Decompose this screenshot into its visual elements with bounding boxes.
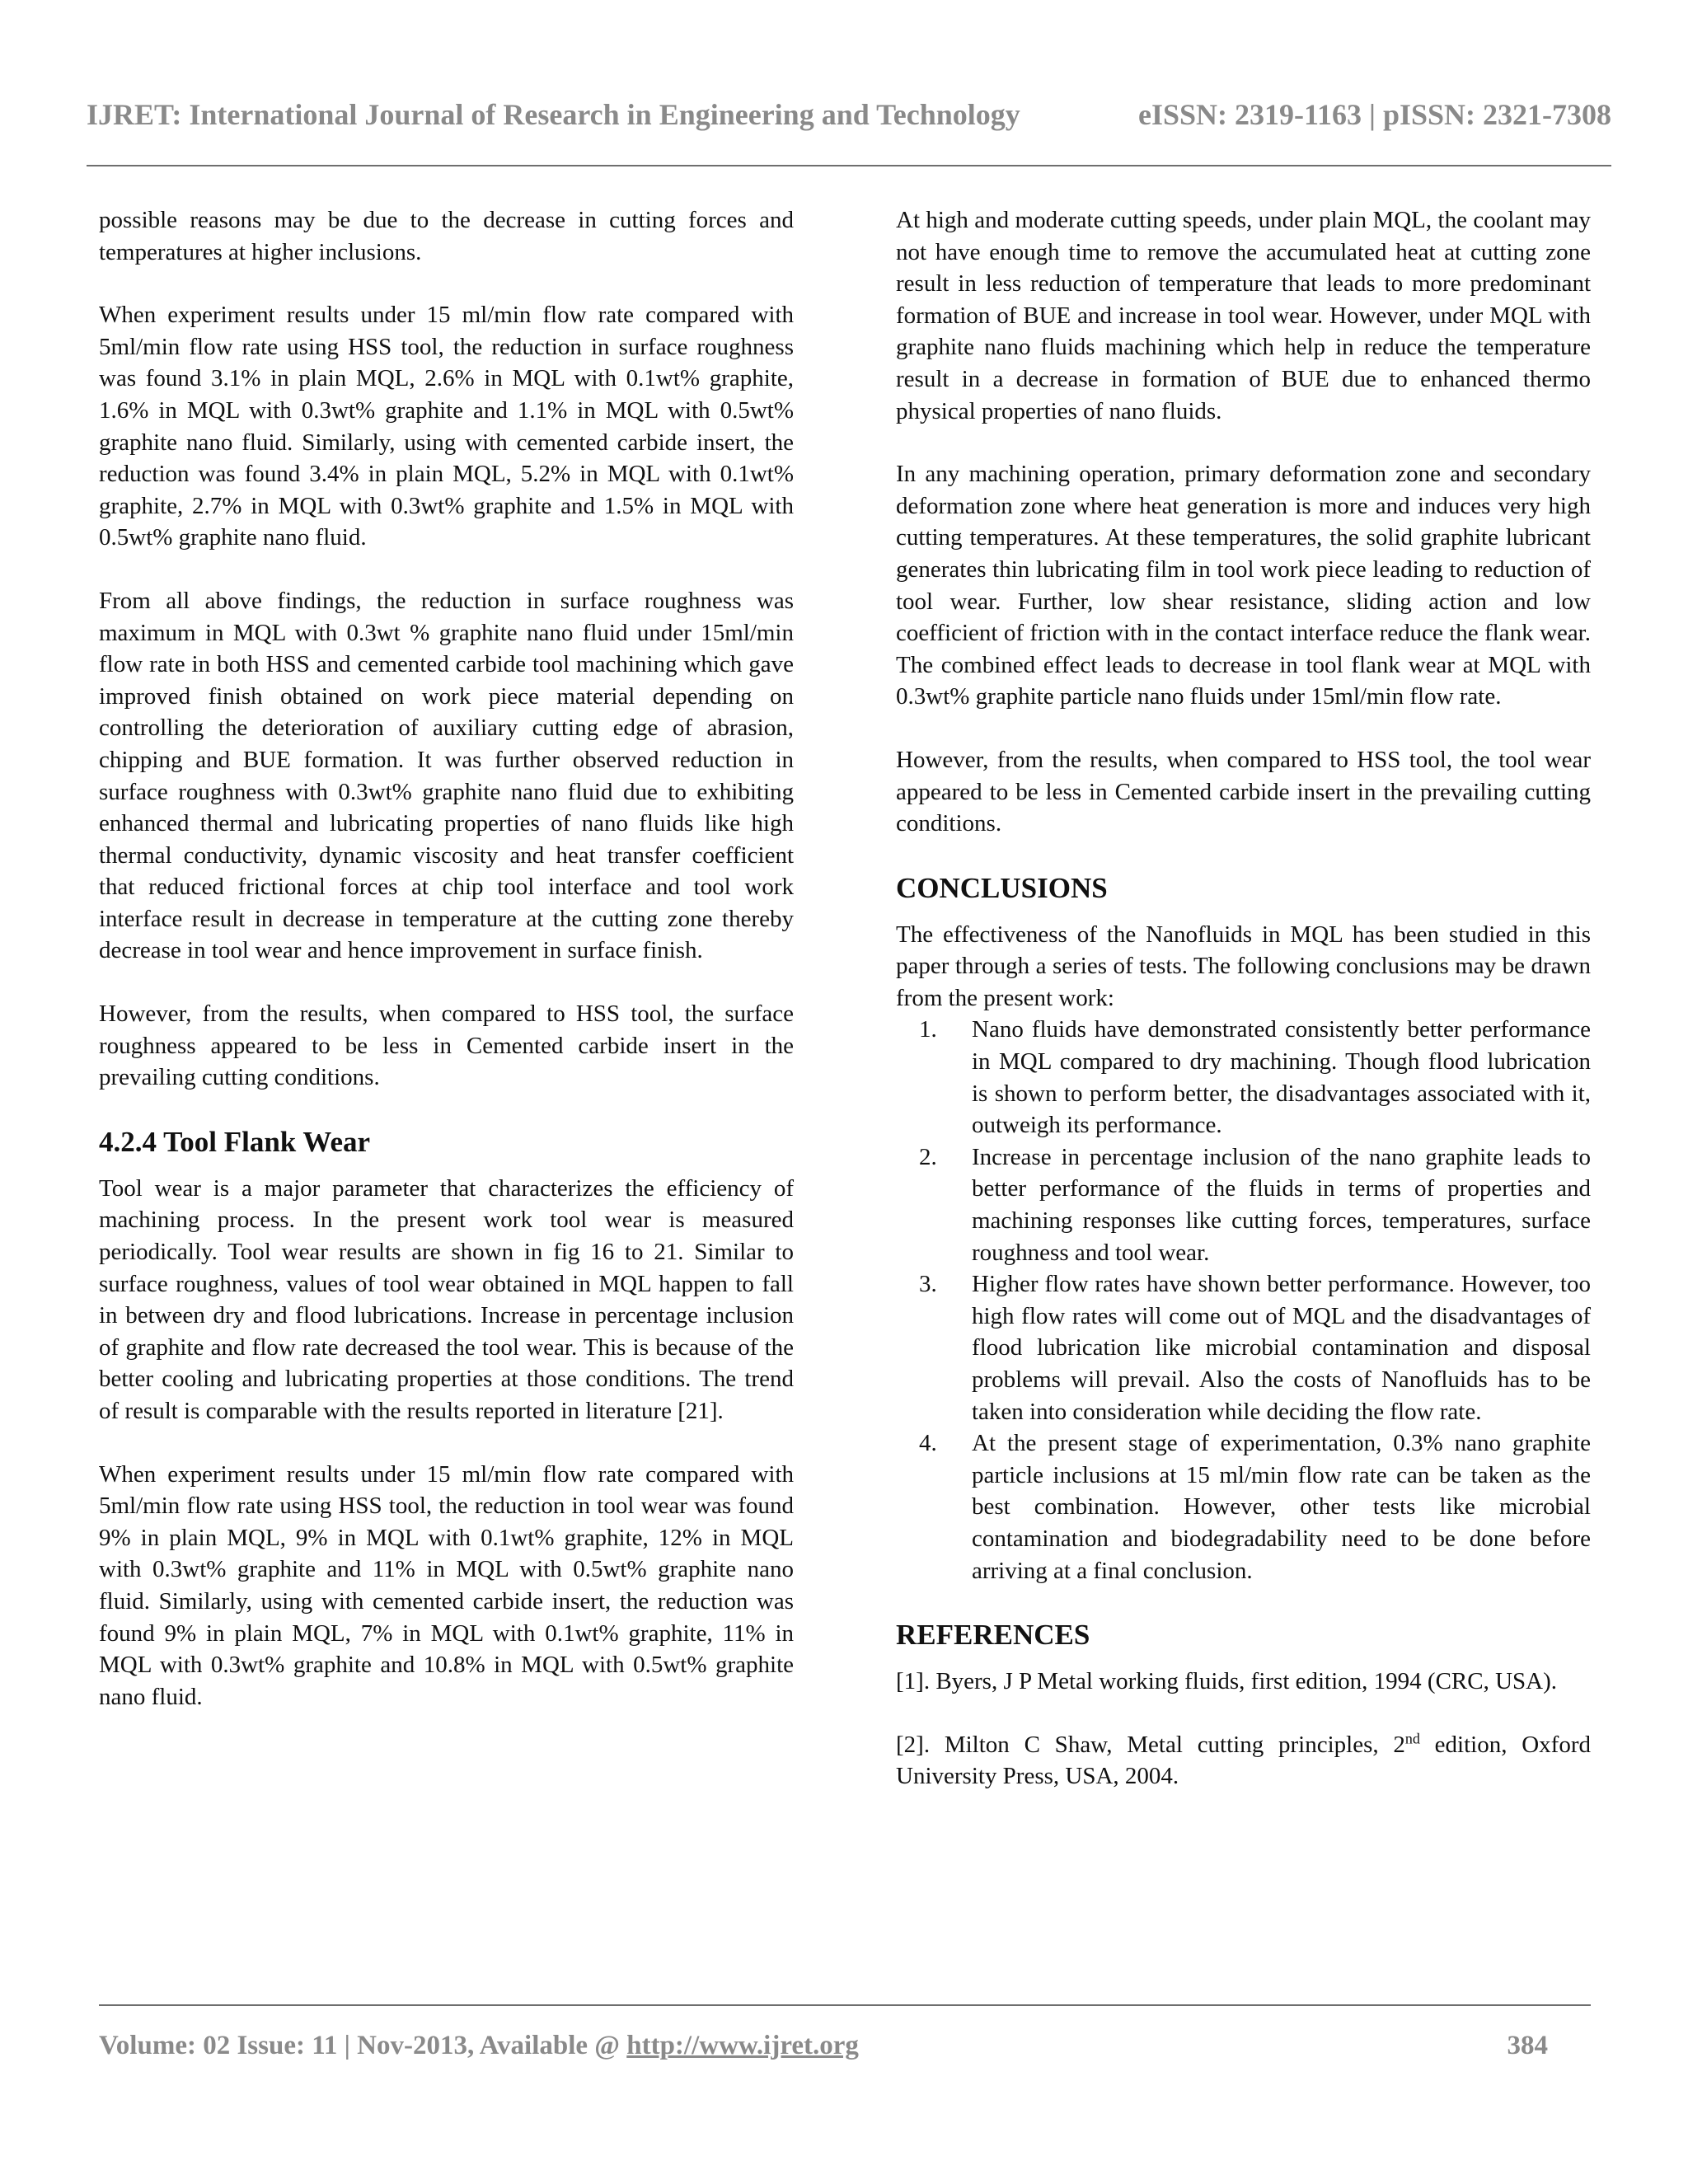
issn-info: eISSN: 2319-1163 | pISSN: 2321-7308 — [1138, 98, 1611, 131]
list-item — [896, 1268, 1591, 1427]
paragraph: At high and moderate cutting speeds, under plain MQL, the coolant may not have enough time to remove the accumulated heat at cutting zone result in less reduction of temperature that leads to more predominant formation of BUE and increase in tool wear. However, under MQL with graphite nano fluids machining which help in reduce the temperature result in a decrease in formation of BUE due to enhanced thermo physical properties of nano fluids. — [896, 207, 1591, 424]
list-number: 3. — [919, 1271, 937, 1298]
reference-2-superscript: nd — [1404, 1730, 1420, 1747]
running-header — [87, 97, 1611, 132]
journal-title: IJRET: International Journal of Research in Engineering and Technology — [87, 98, 1020, 131]
list-number: 1. — [919, 1016, 937, 1043]
paragraph: However, from the results, when compared to HSS tool, the tool wear appeared to be less in Cemented carbide insert in the prevailing cutting conditions. — [896, 746, 1591, 837]
reference-2 — [896, 1729, 1591, 1793]
list-item — [896, 1014, 1591, 1141]
right-column — [896, 204, 1591, 1824]
list-item-text: At the present stage of experimentation, 0.3% nano graphite particle inclusions at 15 ml/min flow rate can be taken as the best combination. However, other tests like microbial contamination and biodegradability need to be done before arriving at a final conclusion. — [972, 1430, 1591, 1584]
list-number: 2. — [919, 1143, 937, 1170]
list-item-text: Higher flow rates have shown better performance. However, too high flow rates will come out of MQL and the disadvantages of flood lubrication like microbial contamination and disposal problems will prevail. Also the costs of Nanofluids has to be taken into consideration while deciding the flow rate. — [972, 1271, 1591, 1425]
conclusions-list — [896, 1014, 1591, 1586]
footer-divider — [99, 2004, 1591, 2006]
paragraph: From all above findings, the reduction in surface roughness was maximum in MQL with 0.3wt % graphite nano fluid under 15ml/min flow rate in both HSS and cemented carbide tool machining which gave improved finish obtained on work piece material depending on controlling the deterioration of auxiliary cutting edge of abrasion, chipping and BUE formation. It was further observed reduction in surface roughness with 0.3wt% graphite nano fluid due to exhibiting enhanced thermal and lubricating properties of nano fluids like high thermal conductivity, dynamic viscosity and heat transfer coefficient that reduced frictional forces at chip tool interface and tool work interface result in decrease in temperature at the cutting zone thereby decrease in tool wear and hence improvement in surface finish. — [99, 587, 794, 964]
reference-2-text-end: edition, Oxford University Press, USA, 2004. — [896, 1731, 1591, 1790]
volume-info: Volume: 02 Issue: 11 | Nov-2013, Available @ — [99, 2031, 627, 2060]
running-footer — [99, 2031, 1548, 2061]
left-column — [99, 204, 794, 1744]
reference-1: [1]. Byers, J P Metal working fluids, first edition, 1994 (CRC, USA). — [896, 1668, 1558, 1695]
section-heading-conclusions: CONCLUSIONS — [896, 871, 1108, 904]
paragraph: However, from the results, when compared to HSS tool, the surface roughness appeared to be less in Cemented carbide insert in the prevailing cutting conditions. — [99, 1001, 794, 1091]
journal-link[interactable]: http://www.ijret.org — [626, 2031, 859, 2060]
paragraph: Tool wear is a major parameter that characterizes the efficiency of machining process. In the present work tool wear is measured periodically. Tool wear results are shown in fig 16 to 21. Similar to surface roughness, values of tool wear obtained in MQL happen to fall in between dry and flood lubrications. Increase in percentage inclusion of graphite and flow rate decreased the tool wear. This is because of the better cooling and lubricating properties at those conditions. The trend of result is comparable with the results reported in literature [21]. — [99, 1174, 794, 1424]
list-number: 4. — [919, 1430, 937, 1457]
list-item — [896, 1141, 1591, 1268]
paragraph: When experiment results under 15 ml/min flow rate compared with 5ml/min flow rate using HSS tool, the reduction in surface roughness was found 3.1% in plain MQL, 2.6% in MQL with 0.1wt% graphite, 1.6% in MQL with 0.3wt% graphite and 1.1% in MQL with 0.5wt% graphite nano fluid. Similarly, using with cemented carbide insert, the reduction was found 3.4% in plain MQL, 5.2% in MQL with 0.1wt% graphite, 2.7% in MQL with 0.3wt% graphite and 1.5% in MQL with 0.5wt% graphite nano fluid. — [99, 302, 794, 551]
section-heading-references: REFERENCES — [896, 1619, 1090, 1652]
paragraph: possible reasons may be due to the decrease in cutting forces and temperatures at higher inclusions. — [99, 207, 794, 265]
page-number: 384 — [1507, 2031, 1548, 2060]
header-divider — [87, 165, 1611, 166]
list-item-text: Nano fluids have demonstrated consistently better performance in MQL compared to dry machining. Though flood lubrication is shown to perform better, the disadvantages associated with it, outweigh its performance. — [972, 1016, 1591, 1139]
conclusions-intro: The effectiveness of the Nanofluids in MQL has been studied in this paper through a series of tests. The following conclusions may be drawn from the present work: — [896, 921, 1591, 1011]
reference-2-text: [2]. Milton C Shaw, Metal cutting principles, 2 — [896, 1731, 1405, 1758]
list-item — [896, 1427, 1591, 1586]
paragraph: In any machining operation, primary deformation zone and secondary deformation zone where heat generation is more and induces very high cutting temperatures. At these temperatures, the solid graphite lubricant generates thin lubricating film in tool work piece leading to reduction of tool wear. Further, low shear resistance, sliding action and low coefficient of friction with in the contact interface reduce the flank wear. The combined effect leads to decrease in tool flank wear at MQL with 0.3wt% graphite particle nano fluids under 15ml/min flow rate. — [896, 461, 1591, 710]
paragraph: When experiment results under 15 ml/min flow rate compared with 5ml/min flow rate using HSS tool, the reduction in tool wear was found 9% in plain MQL, 9% in MQL with 0.1wt% graphite, 12% in MQL with 0.3wt% graphite and 11% in MQL with 0.5wt% graphite nano fluid. Similarly, using with cemented carbide insert, the reduction was found 9% in plain MQL, 7% in MQL with 0.1wt% graphite, 11% in MQL with 0.3wt% graphite and 10.8% in MQL with 0.5wt% graphite nano fluid. — [99, 1460, 794, 1710]
list-item-text: Increase in percentage inclusion of the nano graphite leads to better performance of the fluids in terms of properties and machining responses like cutting forces, temperatures, surface roughness and tool wear. — [972, 1143, 1591, 1266]
section-heading-tool-flank-wear: 4.2.4 Tool Flank Wear — [99, 1125, 371, 1158]
